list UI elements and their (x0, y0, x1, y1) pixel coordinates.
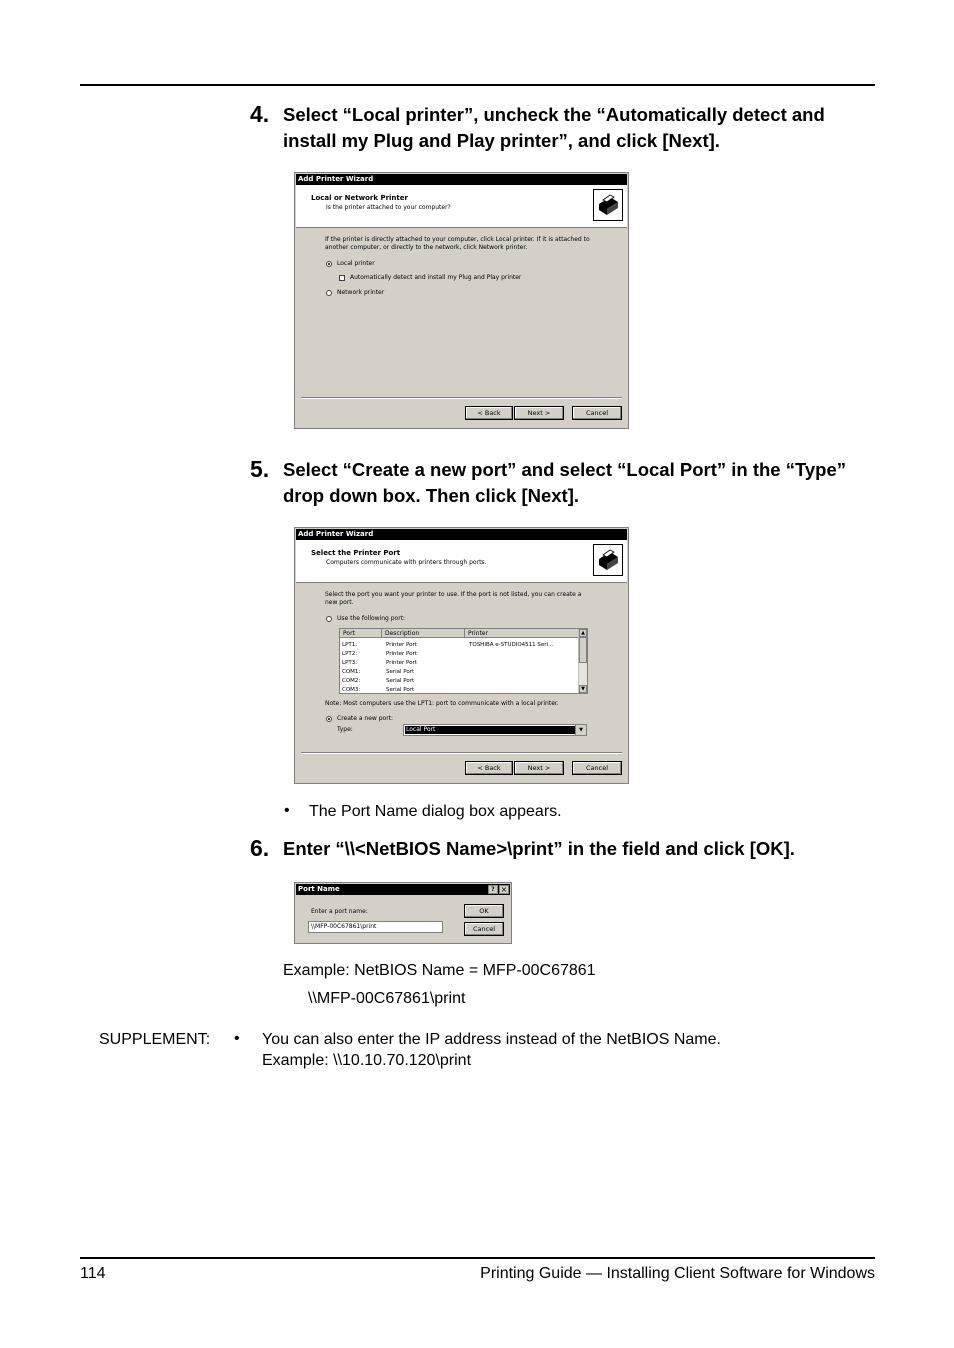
bullet-icon: • (284, 802, 290, 819)
page-number: 114 (80, 1265, 106, 1282)
local-printer-radio[interactable] (326, 261, 332, 267)
port-cell[interactable]: COM3: (342, 687, 361, 693)
network-printer-label: Network printer (337, 289, 385, 296)
supplement-label: SUPPLEMENT: (99, 1031, 211, 1048)
column-header-printer[interactable]: Printer (465, 629, 580, 638)
add-printer-wizard-port-dialog (294, 527, 629, 784)
port-name-dialog (294, 882, 512, 944)
port-list[interactable] (339, 628, 588, 694)
chevron-down-icon[interactable]: ▼ (575, 725, 586, 735)
intro-line-1: Select the port you want your printer to use. If the port is not listed, you can create a (325, 591, 582, 598)
wizard-header-subtitle: Computers communicate with printers through ports. (326, 559, 487, 566)
port-type-select[interactable] (403, 724, 587, 736)
type-label: Type: (337, 726, 353, 733)
wizard-header-title: Local or Network Printer (311, 194, 408, 202)
intro-line-2: new port. (325, 599, 354, 606)
help-button[interactable]: ? (488, 885, 498, 894)
description-cell: Serial Port (386, 669, 415, 675)
printer-cell: TOSHIBA e-STUDIO4511 Seri... (469, 642, 554, 648)
close-icon[interactable]: × (500, 885, 508, 894)
description-cell: Printer Port (386, 660, 417, 666)
port-cell[interactable]: LPT3: (342, 660, 358, 666)
intro-line-2: another computer, or directly to the network, click Network printer. (325, 244, 528, 251)
port-note: Note: Most computers use the LPT1: port to communicate with a local printer. (325, 700, 559, 707)
supplement-bullet: • (234, 1030, 240, 1047)
scroll-down-icon[interactable]: ▼ (579, 685, 587, 693)
port-cell[interactable]: COM2: (342, 678, 361, 684)
column-header-description[interactable]: Description (382, 629, 465, 638)
port-cell[interactable]: LPT2: (342, 651, 358, 657)
port-name-label: Enter a port name: (311, 908, 368, 915)
printer-icon (593, 189, 623, 221)
wizard-header (296, 540, 627, 583)
description-cell: Printer Port (386, 642, 417, 648)
add-printer-wizard-local-dialog (294, 172, 629, 429)
port-name-input[interactable]: \\MFP-00C67861\print (308, 921, 443, 933)
button-separator (301, 397, 622, 399)
step-6-text: Enter “\\<NetBIOS Name>\print” in the field and click [OK]. (283, 838, 795, 859)
wizard-header (296, 185, 627, 228)
network-printer-radio[interactable] (326, 290, 332, 296)
create-new-port-label: Create a new port: (337, 715, 394, 722)
scroll-thumb[interactable] (579, 637, 587, 663)
cancel-button[interactable]: Cancel (464, 922, 504, 936)
next-button[interactable]: Next > (514, 406, 564, 420)
auto-detect-label: Automatically detect and install my Plug and Play printer (350, 274, 522, 281)
dialog-titlebar (296, 884, 510, 895)
footer-rule (80, 1257, 875, 1259)
dialog-titlebar: Add Printer Wizard (296, 529, 627, 540)
port-type-value: Local Port (405, 726, 576, 734)
description-cell: Serial Port (386, 678, 415, 684)
dialog-title: Port Name (298, 885, 340, 893)
cancel-button[interactable]: Cancel (572, 406, 622, 420)
wizard-header-title: Select the Printer Port (311, 549, 401, 557)
wizard-header-subtitle: Is the printer attached to your computer? (326, 204, 451, 211)
use-following-port-radio[interactable] (326, 616, 332, 622)
dialog-titlebar: Add Printer Wizard (296, 174, 627, 185)
supplement-line-2: Example: \\10.10.70.120\print (262, 1052, 472, 1069)
step-4-number: 4. (250, 101, 270, 127)
auto-detect-checkbox[interactable] (339, 275, 345, 281)
printer-icon (593, 544, 623, 576)
use-following-port-label: Use the following port: (337, 615, 406, 622)
footer-title: Printing Guide — Installing Client Software for Windows (480, 1265, 875, 1282)
description-cell: Printer Port (386, 651, 417, 657)
step-6-number: 6. (250, 835, 270, 861)
example-line-2: \\MFP-00C67861\print (308, 990, 466, 1007)
ok-button[interactable]: OK (464, 904, 504, 918)
back-button[interactable]: < Back (465, 406, 513, 420)
column-header-port[interactable]: Port (340, 629, 382, 638)
button-separator (301, 752, 622, 754)
back-button[interactable]: < Back (465, 761, 513, 775)
intro-line-1: If the printer is directly attached to your computer, click Local printer. If it is attached to (325, 236, 590, 243)
supplement-line-1: You can also enter the IP address instead of the NetBIOS Name. (262, 1031, 721, 1048)
step-5-text: Select “Create a new port” and select “Local Port” in the “Type” drop down box. Then click [Next]. (283, 459, 847, 506)
step-5-number: 5. (250, 456, 270, 482)
example-line-1: Example: NetBIOS Name = MFP-00C67861 (283, 962, 596, 979)
step-4-text: Select “Local printer”, uncheck the “Automatically detect and install my Plug and Play printer”, and click [Next]. (283, 104, 825, 151)
port-name-appears-text: The Port Name dialog box appears. (309, 803, 562, 820)
cancel-button[interactable]: Cancel (572, 761, 622, 775)
next-button[interactable]: Next > (514, 761, 564, 775)
header-rule (80, 84, 875, 86)
port-cell[interactable]: COM1: (342, 669, 361, 675)
port-cell[interactable]: LPT1: (342, 642, 358, 648)
description-cell: Serial Port (386, 687, 415, 693)
scroll-up-icon[interactable]: ▲ (579, 629, 587, 637)
create-new-port-radio[interactable] (326, 716, 332, 722)
vertical-scrollbar[interactable] (578, 629, 587, 693)
local-printer-label: Local printer (337, 260, 375, 267)
